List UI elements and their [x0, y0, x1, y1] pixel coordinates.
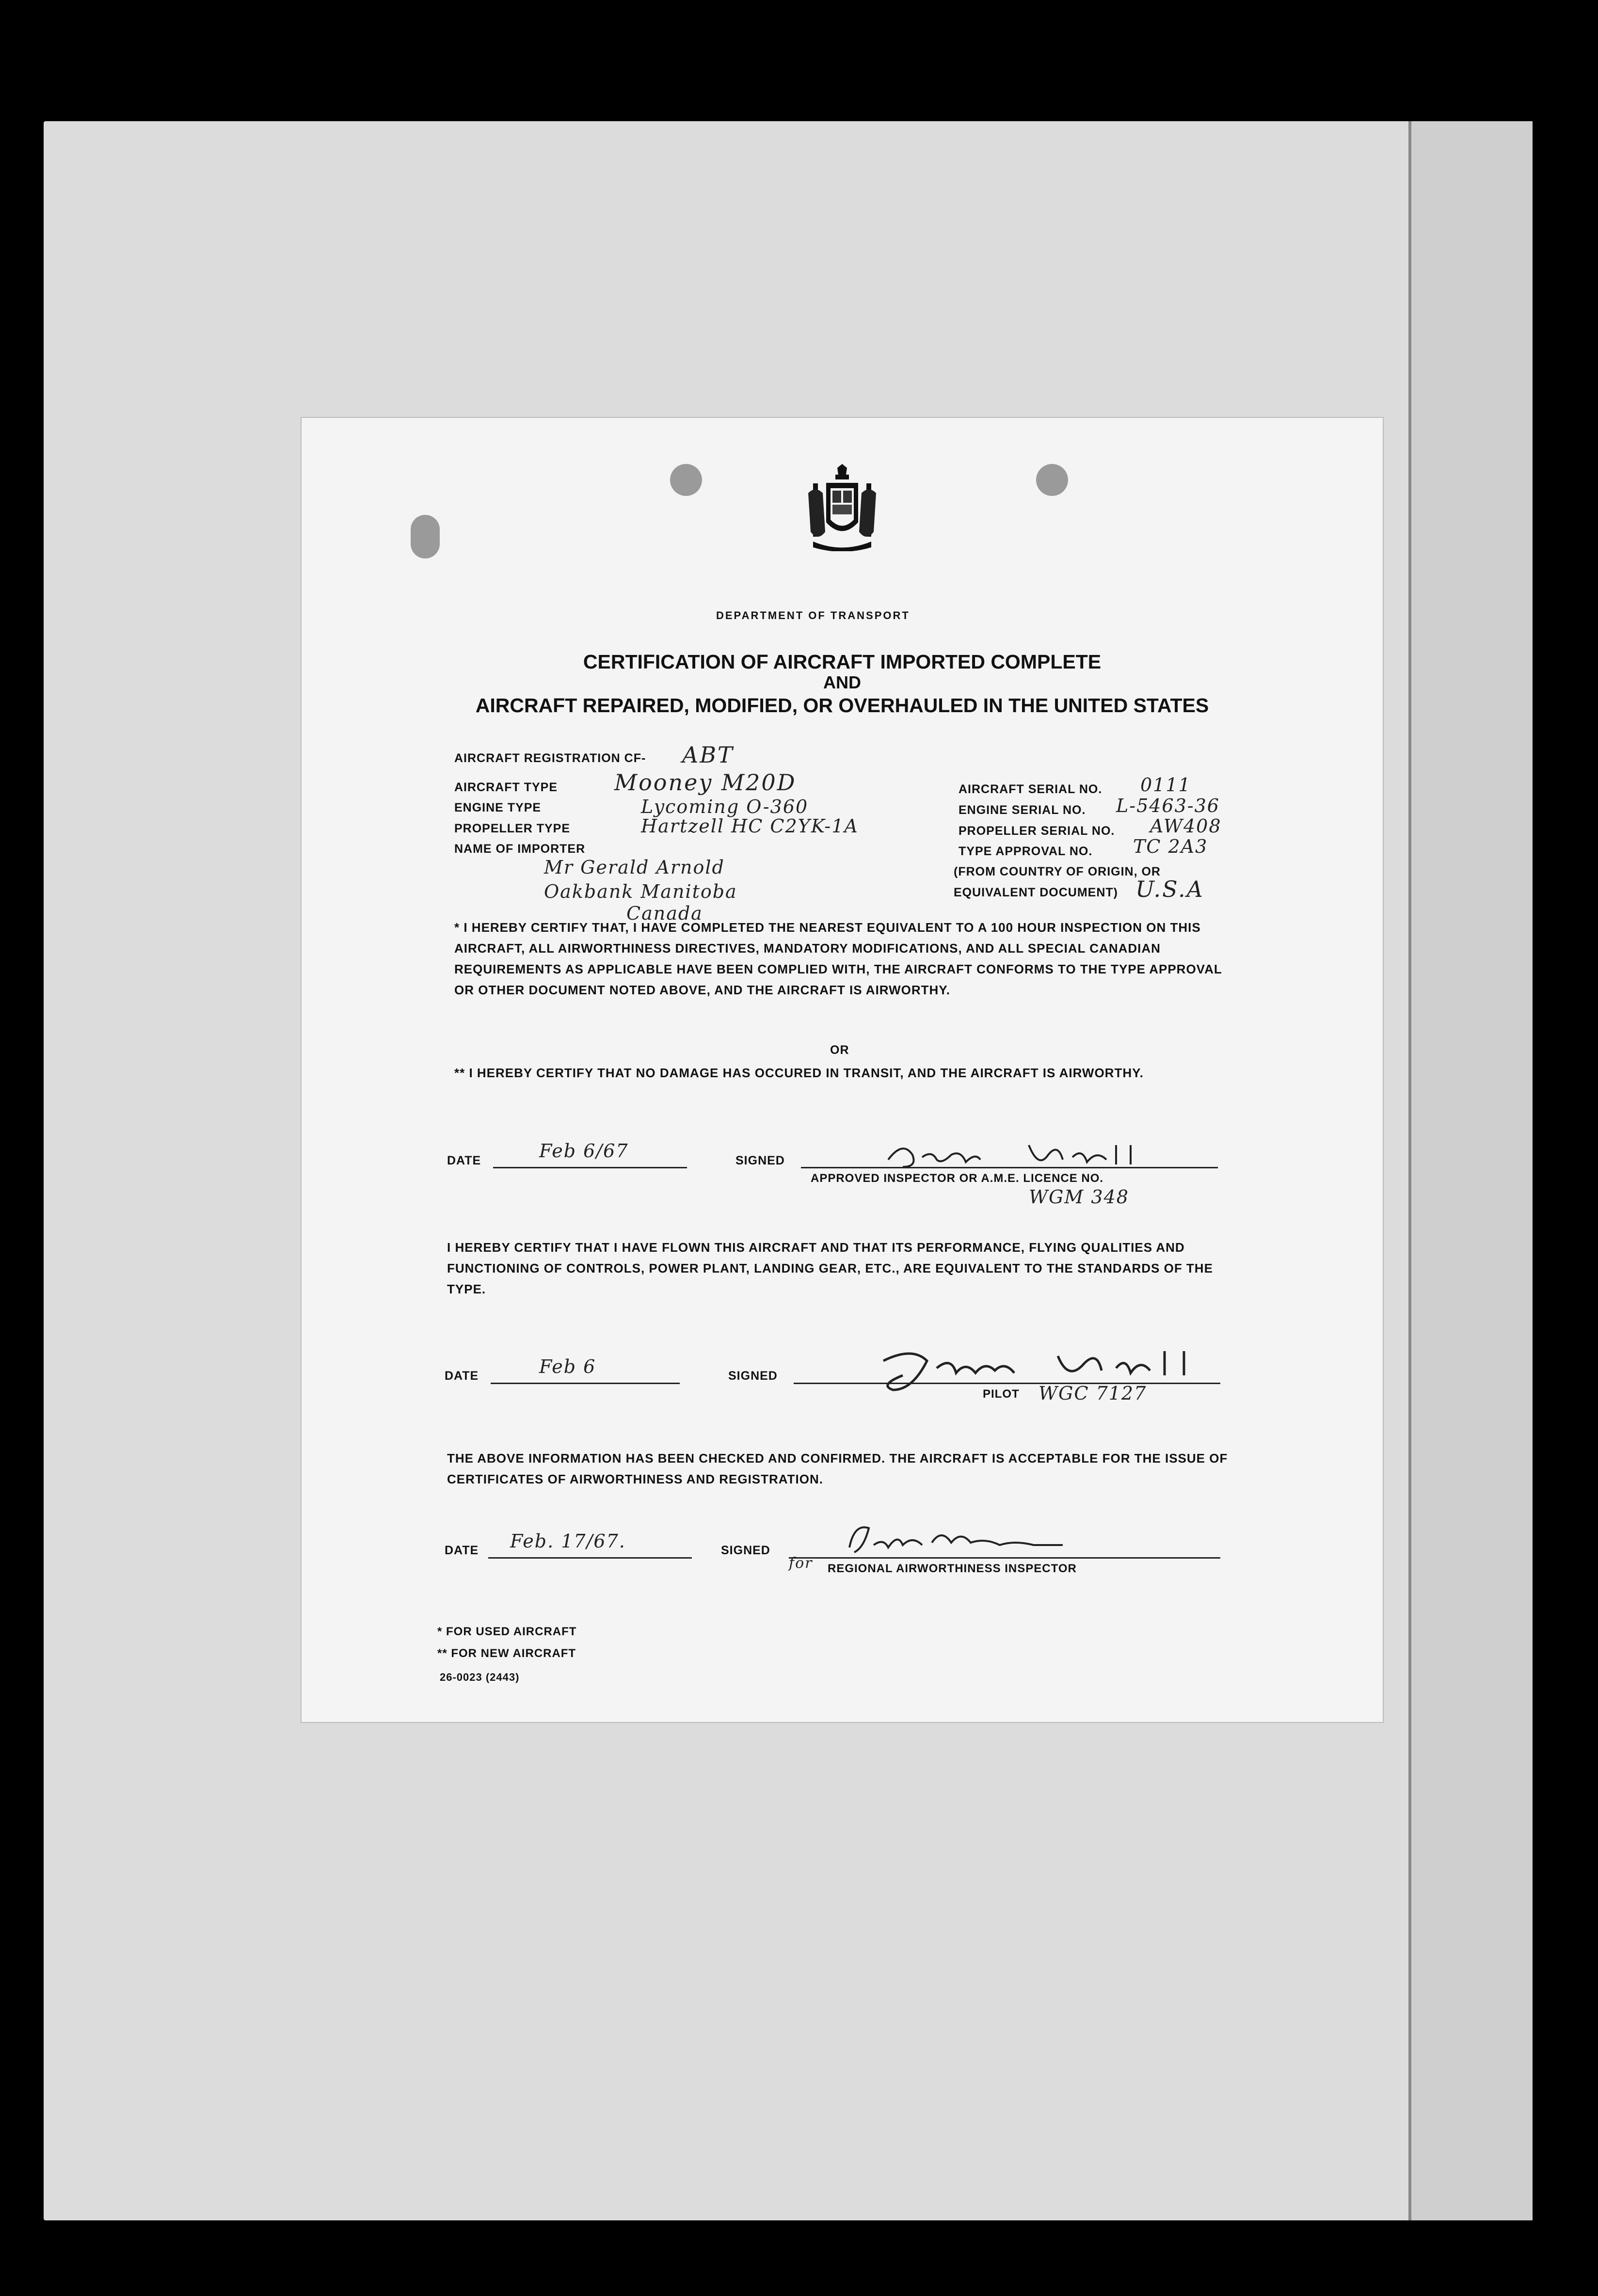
date-value-1: Feb 6/67 [539, 1140, 629, 1162]
propeller-type-label: PROPELLER TYPE [454, 822, 571, 835]
importer-address: Oakbank Manitoba [544, 881, 737, 902]
propeller-serial-label: PROPELLER SERIAL NO. [959, 824, 1115, 838]
registration-label: AIRCRAFT REGISTRATION CF- [454, 751, 646, 765]
importer-label: NAME OF IMPORTER [454, 842, 586, 856]
date-line-1 [493, 1167, 687, 1168]
form-title-line1: CERTIFICATION OF AIRCRAFT IMPORTED COMPLETE [583, 651, 1102, 673]
engine-serial-label: ENGINE SERIAL NO. [959, 803, 1086, 817]
date-value-3: Feb. 17/67. [510, 1531, 626, 1552]
origin-value: U.S.A [1135, 876, 1204, 902]
date-label-3: DATE [445, 1544, 479, 1557]
date-line-2 [491, 1383, 680, 1384]
regional-inspector-signature [840, 1518, 1072, 1562]
type-approval-value: TC 2A3 [1133, 836, 1208, 857]
engine-type-label: ENGINE TYPE [454, 801, 542, 814]
inspector-licence-value: WGM 348 [1029, 1186, 1129, 1208]
punch-hole [411, 515, 440, 558]
certification-statement-used: * I HEREBY CERTIFY THAT, I HAVE COMPLETED THE NEAREST EQUIVALENT TO A 100 HOUR INSPECTION ON THIS AIRCRAFT, ALL AIRWORTHINESS DIRECTIVES, MANDATORY MODIFICATIONS, AND ALL SPECIAL CANADIAN REQUIREMENTS AS APPLICABLE HAVE BEEN COMPLIED WITH, THE AIRCRAFT CONFORMS TO THE TYPE APPROVAL OR OTHER DOCUMENT NOTED ABOVE, AND THE AIRCRAFT IS AIRWORTHY. [454, 920, 1222, 997]
aircraft-type-value: Mooney M20D [614, 769, 797, 796]
inspector-signature [883, 1140, 1155, 1174]
form-number: 26-0023 (2443) [440, 1671, 520, 1683]
department-label: DEPARTMENT OF TRANSPORT [716, 609, 910, 622]
for-mark: for [789, 1555, 813, 1572]
origin-label: (FROM COUNTRY OF ORIGIN, OR [954, 865, 1161, 878]
importer-name: Mr Gerald Arnold [544, 857, 725, 878]
form-title-line3: AIRCRAFT REPAIRED, MODIFIED, OR OVERHAULED IN THE UNITED STATES [475, 694, 1209, 717]
aircraft-serial-label: AIRCRAFT SERIAL NO. [959, 782, 1103, 796]
engine-type-value: Lycoming O-360 [641, 796, 809, 817]
pilot-label: PILOT [983, 1387, 1020, 1401]
form-title-line2: AND [823, 672, 861, 692]
date-value-2: Feb 6 [539, 1356, 596, 1377]
punch-hole [670, 464, 702, 496]
signed-label-1: SIGNED [735, 1154, 785, 1167]
date-label-2: DATE [445, 1369, 479, 1383]
certification-statement-new: ** I HEREBY CERTIFY THAT NO DAMAGE HAS OCCURED IN TRANSIT, AND THE AIRCRAFT IS AIRWORTHY. [454, 1066, 1144, 1080]
signed-label-2: SIGNED [728, 1369, 778, 1383]
propeller-serial-value: AW408 [1150, 815, 1222, 837]
equivalent-document-label: EQUIVALENT DOCUMENT) [954, 886, 1118, 899]
acceptance-statement: THE ABOVE INFORMATION HAS BEEN CHECKED AND CONFIRMED. THE AIRCRAFT IS ACCEPTABLE FOR THE ISSUE OF CERTIFICATES OF AIRWORTHINESS AND REGISTRATION. [447, 1451, 1228, 1486]
flight-certification-statement: I HEREBY CERTIFY THAT I HAVE FLOWN THIS AIRCRAFT AND THAT ITS PERFORMANCE, FLYING QUALITIES AND FUNCTIONING OF CONTROLS, POWER PLANT, LANDING GEAR, ETC., ARE EQUIVALENT TO THE STANDARDS OF THE TYPE. [447, 1240, 1213, 1296]
or-label: OR [830, 1043, 849, 1057]
propeller-type-value: Hartzell HC C2YK-1A [641, 815, 859, 837]
signed-label-3: SIGNED [721, 1544, 770, 1557]
type-approval-label: TYPE APPROVAL NO. [959, 845, 1093, 858]
aircraft-type-label: AIRCRAFT TYPE [454, 781, 558, 794]
regional-inspector-label: REGIONAL AIRWORTHINESS INSPECTOR [828, 1562, 1077, 1575]
used-aircraft-note: * FOR USED AIRCRAFT [437, 1625, 577, 1638]
date-label-1: DATE [447, 1154, 481, 1167]
coat-of-arms-icon [803, 464, 881, 551]
new-aircraft-note: ** FOR NEW AIRCRAFT [437, 1647, 576, 1660]
registration-value: ABT [682, 742, 734, 768]
date-line-3 [488, 1557, 692, 1559]
approved-inspector-label: APPROVED INSPECTOR OR A.M.E. LICENCE NO. [811, 1172, 1104, 1185]
importer-country: Canada [626, 903, 703, 924]
certification-form [301, 417, 1384, 1723]
folder-edge [1408, 121, 1533, 2220]
pilot-licence-value: WGC 7127 [1039, 1383, 1147, 1404]
aircraft-serial-value: 0111 [1140, 774, 1191, 796]
punch-hole [1036, 464, 1068, 496]
engine-serial-value: L-5463-36 [1116, 795, 1220, 816]
